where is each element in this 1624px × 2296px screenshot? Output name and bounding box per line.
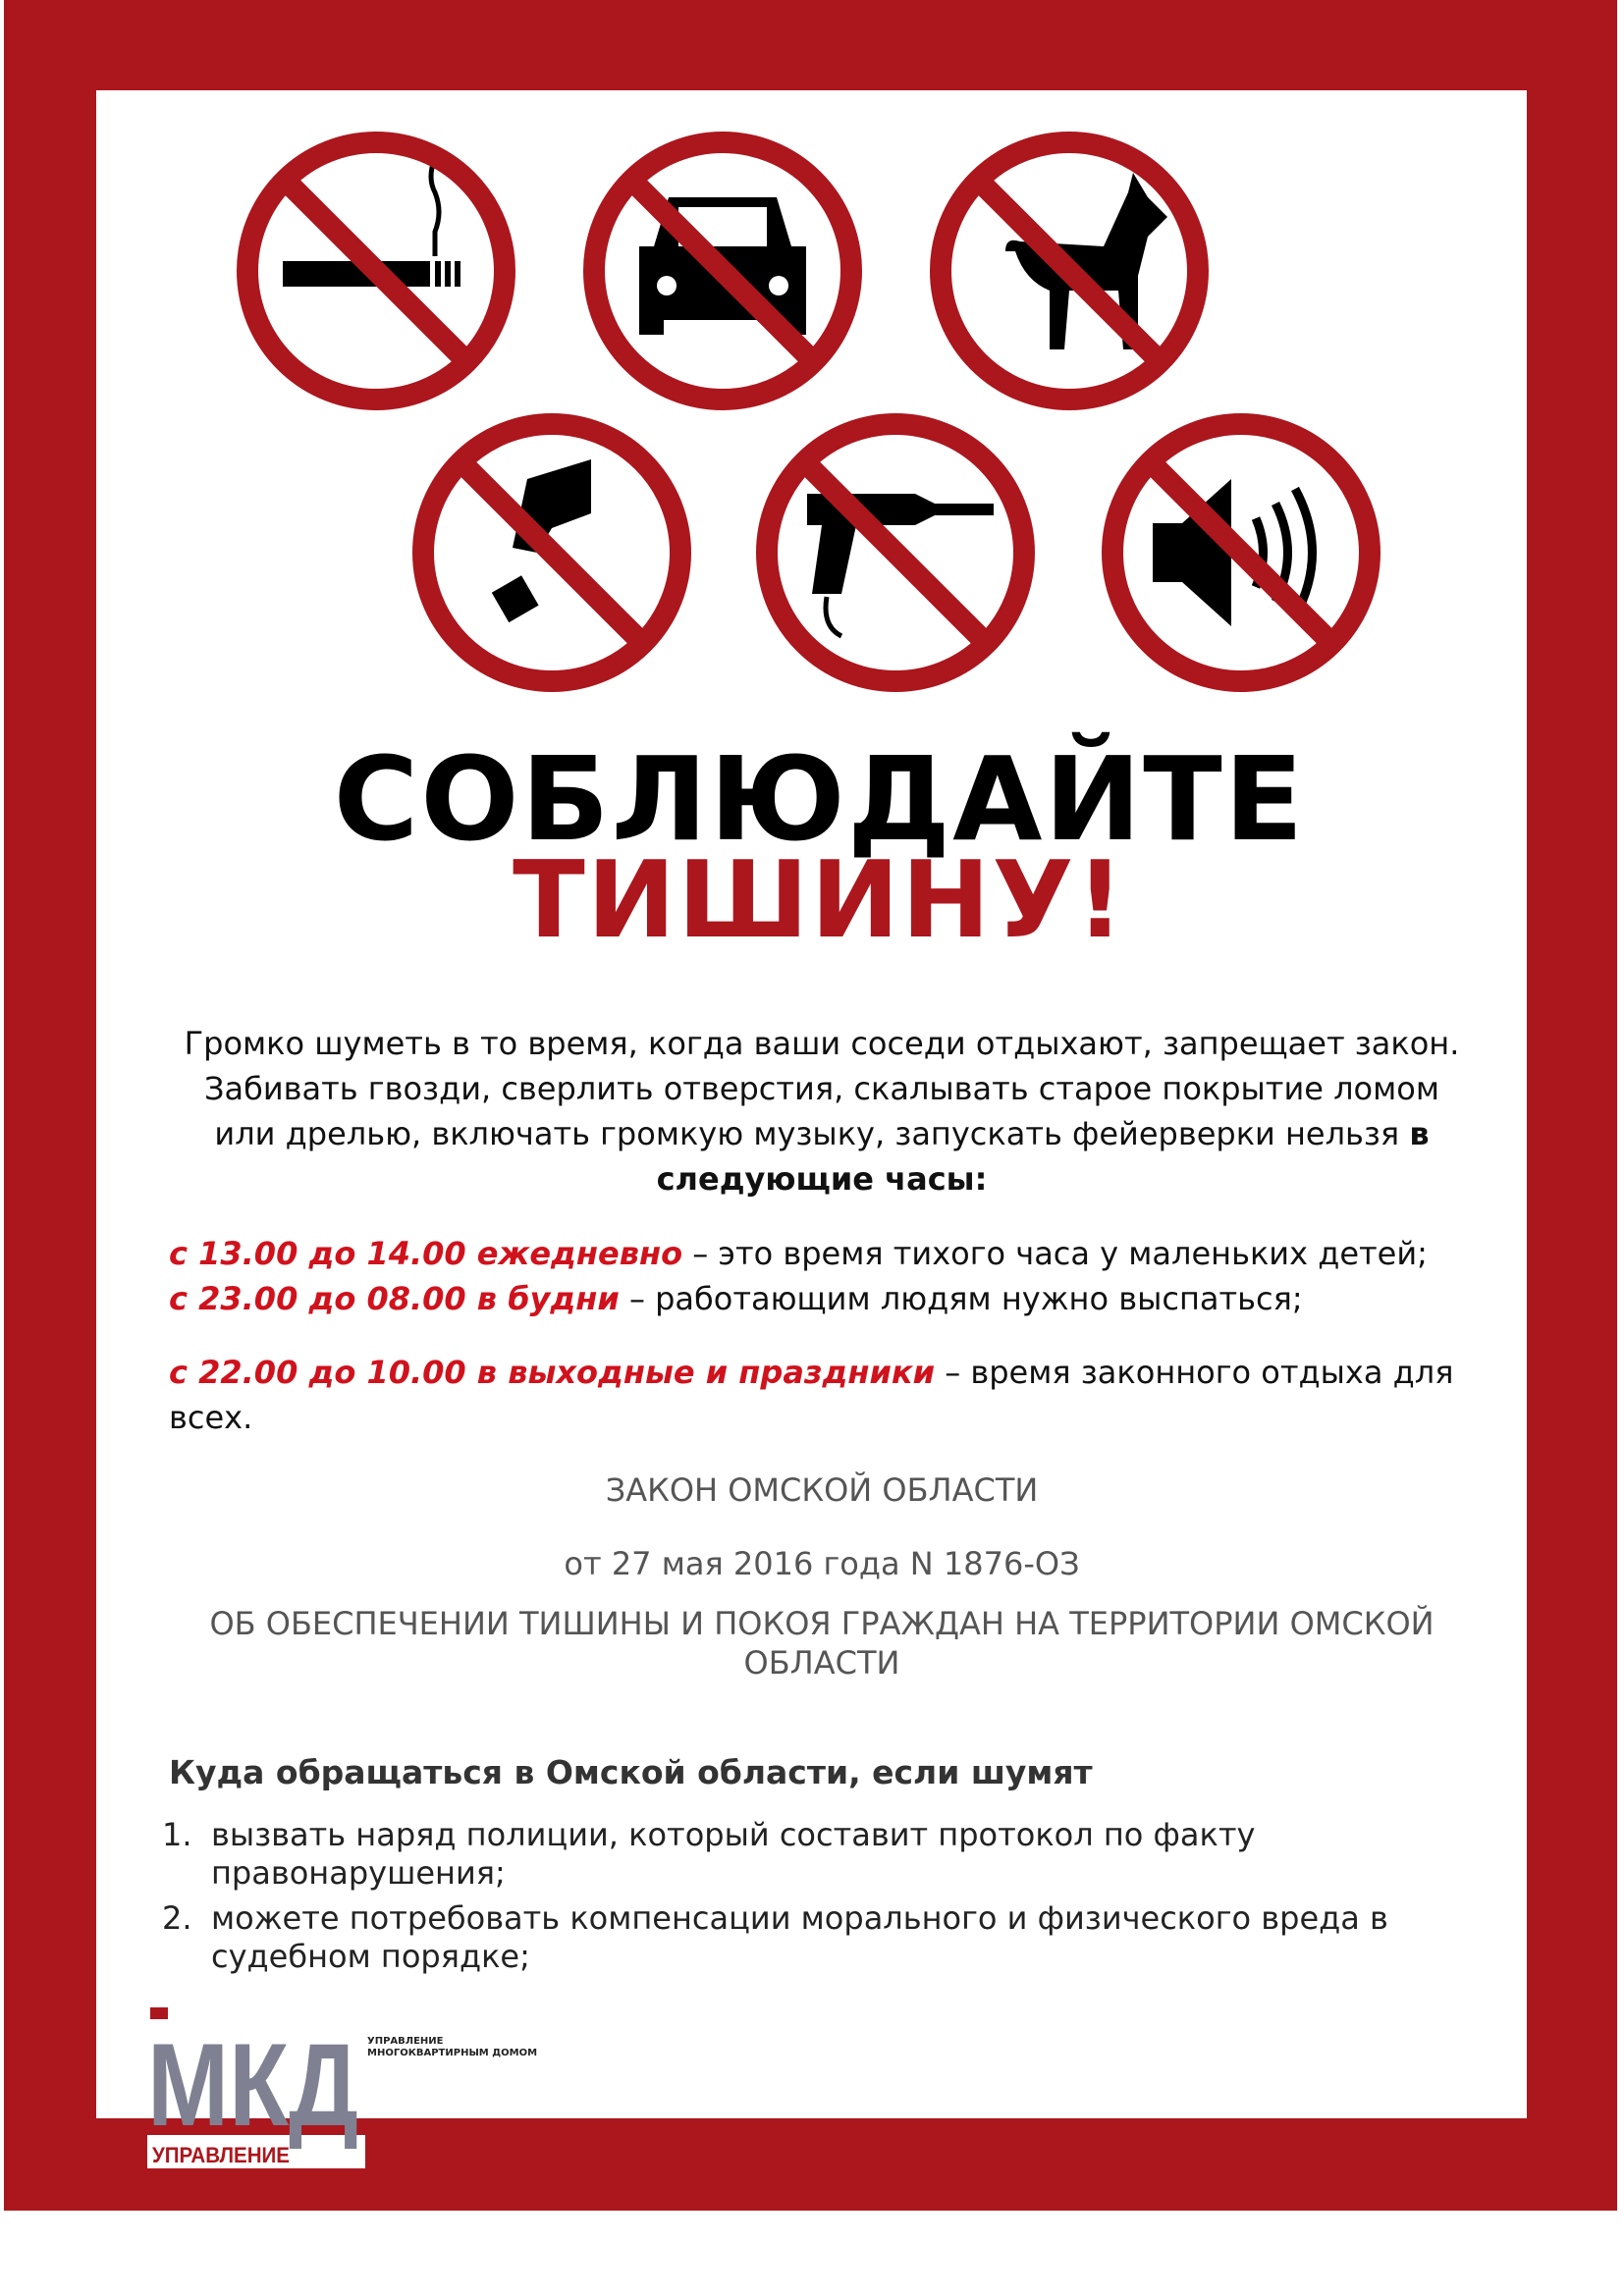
list-text: можете потребовать компенсации морального и физического вреда в судебном порядке; (211, 1899, 1388, 1975)
rule-text: – время законного отдыха для всех. (169, 1354, 1454, 1436)
rule-text: – работающим людям нужно выспаться; (619, 1280, 1303, 1317)
rule-text: – это время тихого часа у маленьких детей; (682, 1235, 1428, 1272)
no-car-icon (580, 129, 865, 413)
list-number: 1. (162, 1816, 192, 1853)
mkd-logo (137, 2002, 373, 2169)
logo-subtitle: УПРАВЛЕНИЕ МНОГОКВАРТИРНЫМ ДОМОМ (367, 2036, 538, 2058)
rule-2 (169, 1276, 1475, 1321)
rule-1 (169, 1231, 1475, 1276)
rule-time: с 22.00 до 10.00 в выходные и праздники (169, 1354, 936, 1391)
no-drill-icon (753, 410, 1038, 695)
title-line-1: СОБЛЮДАЙТЕ (333, 731, 1306, 867)
list-text: вызвать наряд полиции, который составит протокол по факту правонарушения; (211, 1816, 1256, 1892)
no-dog-icon (927, 129, 1212, 413)
svg-text:УПРАВЛЕНИЕ: УПРАВЛЕНИЕ (152, 2143, 290, 2167)
where-list (162, 1816, 1438, 1983)
rule-time: с 13.00 до 14.00 ежедневно (169, 1235, 683, 1272)
title-line-2: ТИШИНУ! (513, 839, 1126, 962)
where-heading: Куда обращаться в Омской области, если шумят (169, 1753, 1093, 1791)
rule-3 (169, 1350, 1475, 1440)
intro-bold: в следующие часы: (656, 1115, 1430, 1198)
intro-text: Громко шуметь в то время, когда ваши соседи отдыхают, запрещает закон. Забивать гвозди, сверлить отверстия, скалывать старое покрытие ломом или дрелью, включать громкую музыку, запускать фейерверки нельзя (184, 1025, 1460, 1152)
svg-text:МКД: МКД (147, 2019, 358, 2151)
law-date: от 27 мая 2016 года N 1876-ОЗ (564, 1545, 1080, 1582)
law-name: ЗАКОН ОМСКОЙ ОБЛАСТИ (605, 1471, 1039, 1509)
no-smoking-icon (234, 129, 518, 413)
list-item (162, 1816, 1438, 1893)
no-hammer-icon (409, 410, 694, 695)
list-item (162, 1899, 1438, 1976)
law-subject: ОБ ОБЕСПЕЧЕНИИ ТИШИНЫ И ПОКОЯ ГРАЖДАН НА ТЕРРИТОРИИ ОМСКОЙ ОБЛАСТИ (209, 1605, 1435, 1682)
rule-time: с 23.00 до 08.00 в будни (169, 1280, 620, 1317)
list-number: 2. (162, 1899, 192, 1937)
no-loud-sound-icon (1099, 410, 1383, 695)
intro-paragraph (169, 1021, 1475, 1201)
